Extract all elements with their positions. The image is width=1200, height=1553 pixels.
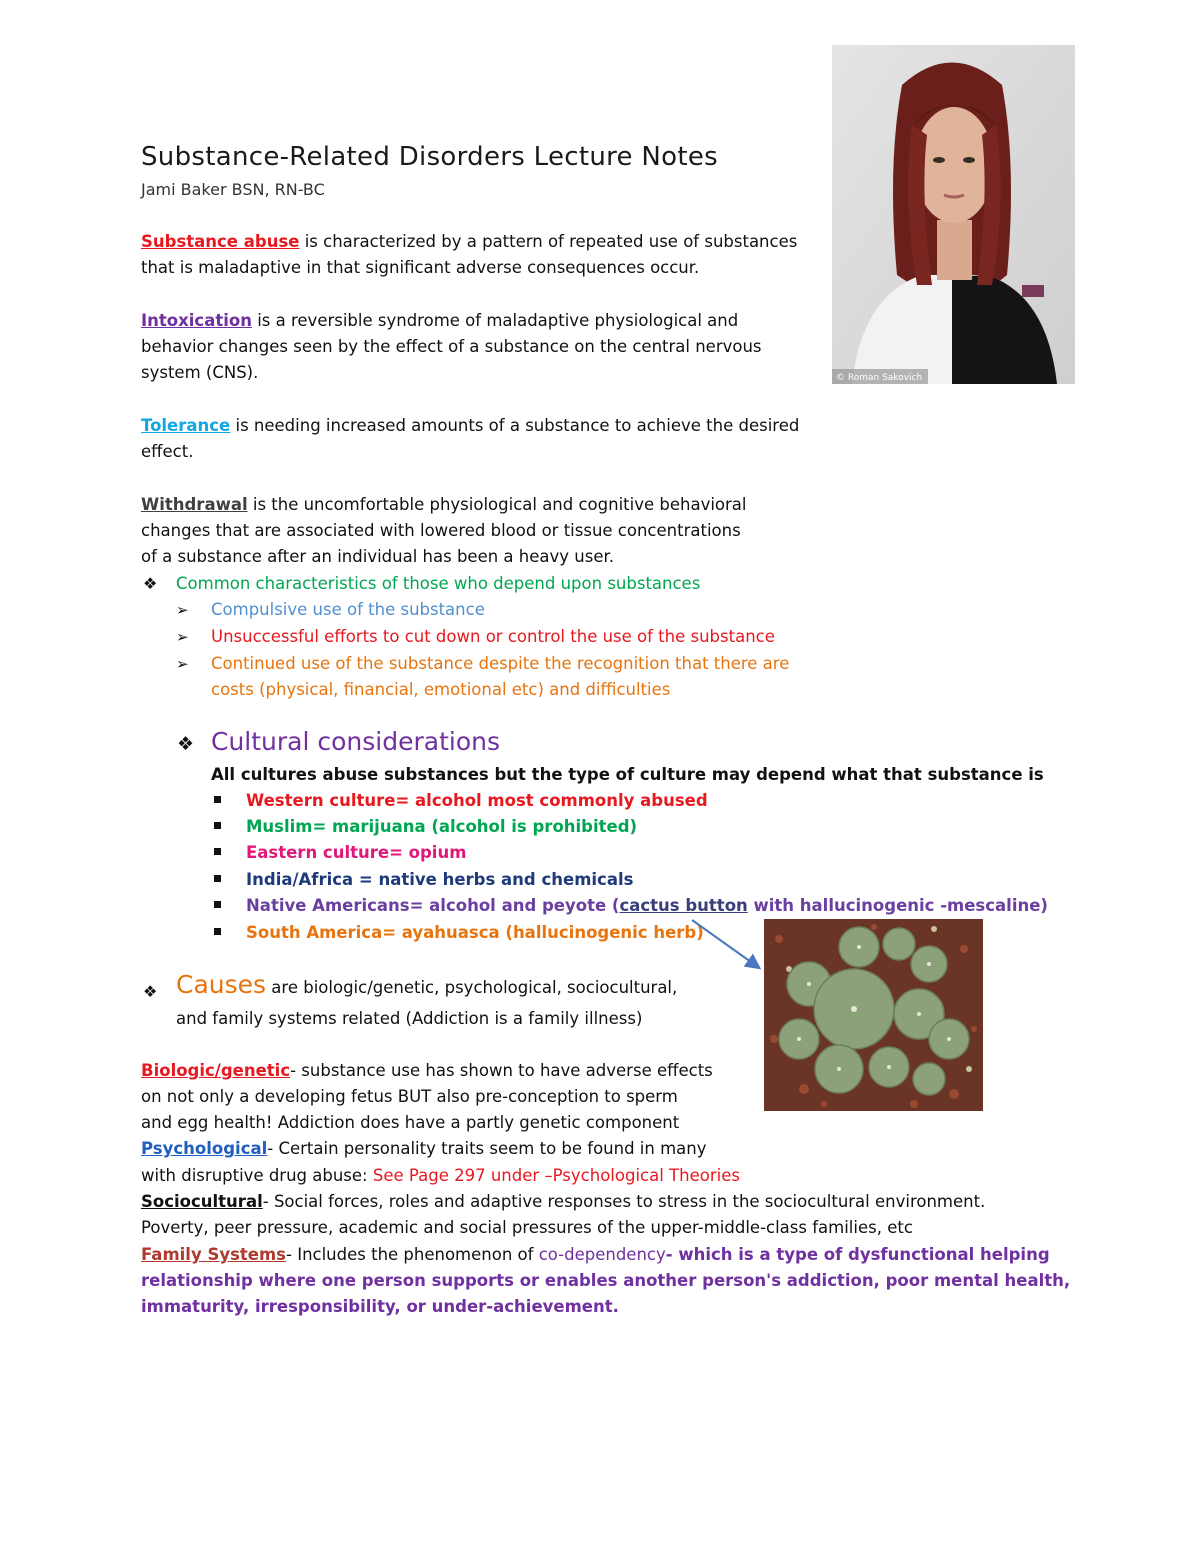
cultural-item bbox=[214, 817, 637, 836]
term-family-systems: Family Systems bbox=[141, 1245, 286, 1264]
cultural-heading: Cultural considerations bbox=[211, 727, 501, 756]
cultural-item bbox=[214, 843, 466, 862]
arrow-bullet-icon: ➢ bbox=[176, 628, 189, 646]
cultural-item bbox=[214, 896, 1048, 915]
term-sociocultural: Sociocultural bbox=[141, 1192, 263, 1211]
peyote-cactus-photo bbox=[764, 919, 983, 1111]
def-text: - Certain personality traits seem to be found in many bbox=[267, 1139, 707, 1158]
def-text: with disruptive drug abuse: bbox=[141, 1166, 373, 1185]
cultural-item-text: Western culture= alcohol most commonly abused bbox=[246, 791, 708, 810]
cultural-intro: All cultures abuse substances but the type of culture may depend what that substance is bbox=[211, 765, 1044, 784]
causes-line bbox=[176, 970, 677, 999]
withdrawal-def bbox=[141, 495, 747, 514]
causes-line2: and family systems related (Addiction is a family illness) bbox=[176, 1009, 643, 1028]
def-text: is a reversible syndrome of maladaptive physiological and bbox=[251, 311, 739, 330]
def-text: is the uncomfortable physiological and cognitive behavioral bbox=[247, 495, 747, 514]
def-line: on not only a developing fetus BUT also pre-conception to sperm bbox=[141, 1087, 678, 1106]
arrow-bullet-icon: ➢ bbox=[176, 601, 189, 619]
characteristic-item: Compulsive use of the substance bbox=[211, 600, 485, 619]
def-text: is characterized by a pattern of repeated use of substances bbox=[299, 232, 798, 251]
term-withdrawal: Withdrawal bbox=[141, 495, 248, 514]
term-intoxication: Intoxication bbox=[141, 311, 252, 330]
intoxication-def bbox=[141, 311, 738, 330]
diamond-bullet-icon: ❖ bbox=[143, 982, 158, 1001]
page-reference: See Page 297 under –Psychological Theories bbox=[372, 1166, 740, 1185]
sociocultural-def bbox=[141, 1192, 985, 1211]
arrow-bullet-icon: ➢ bbox=[176, 655, 189, 673]
characteristic-item: Continued use of the substance despite the recognition that there are bbox=[211, 654, 790, 673]
characteristic-item: Unsuccessful efforts to cut down or control the use of the substance bbox=[211, 627, 775, 646]
cultural-item bbox=[214, 923, 704, 942]
def-text: - substance use has shown to have adverse effects bbox=[290, 1061, 713, 1080]
cultural-item-text: Native Americans= alcohol and peyote ( bbox=[246, 896, 620, 915]
cultural-item-text: South America= ayahuasca (hallucinogenic herb) bbox=[246, 923, 704, 942]
characteristics-heading: Common characteristics of those who depend upon substances bbox=[176, 574, 701, 593]
tolerance-def bbox=[141, 416, 799, 435]
psychological-line2 bbox=[141, 1166, 740, 1185]
def-line: of a substance after an individual has been a heavy user. bbox=[141, 547, 615, 566]
def-line: and egg health! Addiction does have a partly genetic component bbox=[141, 1113, 680, 1132]
biologic-def bbox=[141, 1061, 713, 1080]
characteristic-item-cont: costs (physical, financial, emotional etc) and difficulties bbox=[211, 680, 671, 699]
def-line: changes that are associated with lowered blood or tissue concentrations bbox=[141, 521, 741, 540]
portrait-photo bbox=[832, 45, 1075, 384]
def-line: Poverty, peer pressure, academic and social pressures of the upper-middle-class families, etc bbox=[141, 1218, 913, 1237]
def-line: that is maladaptive in that significant adverse consequences occur. bbox=[141, 258, 700, 277]
page-title: Substance-Related Disorders Lecture Notes bbox=[141, 142, 719, 172]
term-tolerance: Tolerance bbox=[141, 416, 231, 435]
def-line: immaturity, irresponsibility, or under-achievement. bbox=[141, 1297, 619, 1316]
photo-credit: © Roman Sakovich bbox=[836, 373, 923, 383]
cultural-item-text: Eastern culture= opium bbox=[246, 843, 467, 862]
def-text: - Social forces, roles and adaptive responses to stress in the sociocultural environment. bbox=[262, 1192, 986, 1211]
cultural-item bbox=[214, 791, 708, 810]
cultural-item-text: India/Africa = native herbs and chemicals bbox=[246, 870, 634, 889]
cactus-button-link[interactable]: cactus button bbox=[619, 896, 748, 915]
cultural-item-text: with hallucinogenic -mescaline) bbox=[747, 896, 1048, 915]
codependency-term: co-dependency bbox=[538, 1245, 666, 1264]
diamond-bullet-icon: ❖ bbox=[143, 574, 158, 593]
def-line: system (CNS). bbox=[141, 363, 259, 382]
def-text: is needing increased amounts of a substance to achieve the desired bbox=[230, 416, 800, 435]
def-text: - Includes the phenomenon of bbox=[286, 1245, 539, 1264]
def-line: effect. bbox=[141, 442, 194, 461]
author-line: Jami Baker BSN, RN-BC bbox=[141, 180, 325, 199]
cultural-item-text: Muslim= marijuana (alcohol is prohibited) bbox=[246, 817, 638, 836]
causes-text: are biologic/genetic, psychological, sociocultural, bbox=[266, 978, 678, 997]
term-biologic: Biologic/genetic bbox=[141, 1061, 291, 1080]
term-psychological: Psychological bbox=[141, 1139, 268, 1158]
def-line: relationship where one person supports or enables another person's addiction, poor mental health, bbox=[141, 1271, 1071, 1290]
diamond-bullet-icon: ❖ bbox=[177, 733, 195, 755]
psychological-def bbox=[141, 1139, 707, 1158]
def-text: - which is a type of dysfunctional helping bbox=[665, 1245, 1050, 1264]
def-line: behavior changes seen by the effect of a substance on the central nervous bbox=[141, 337, 762, 356]
causes-word: Causes bbox=[176, 970, 267, 999]
substance-abuse-def bbox=[141, 232, 797, 251]
term-substance-abuse: Substance abuse bbox=[141, 232, 300, 251]
cultural-item bbox=[214, 870, 633, 889]
family-systems-def bbox=[141, 1245, 1050, 1264]
